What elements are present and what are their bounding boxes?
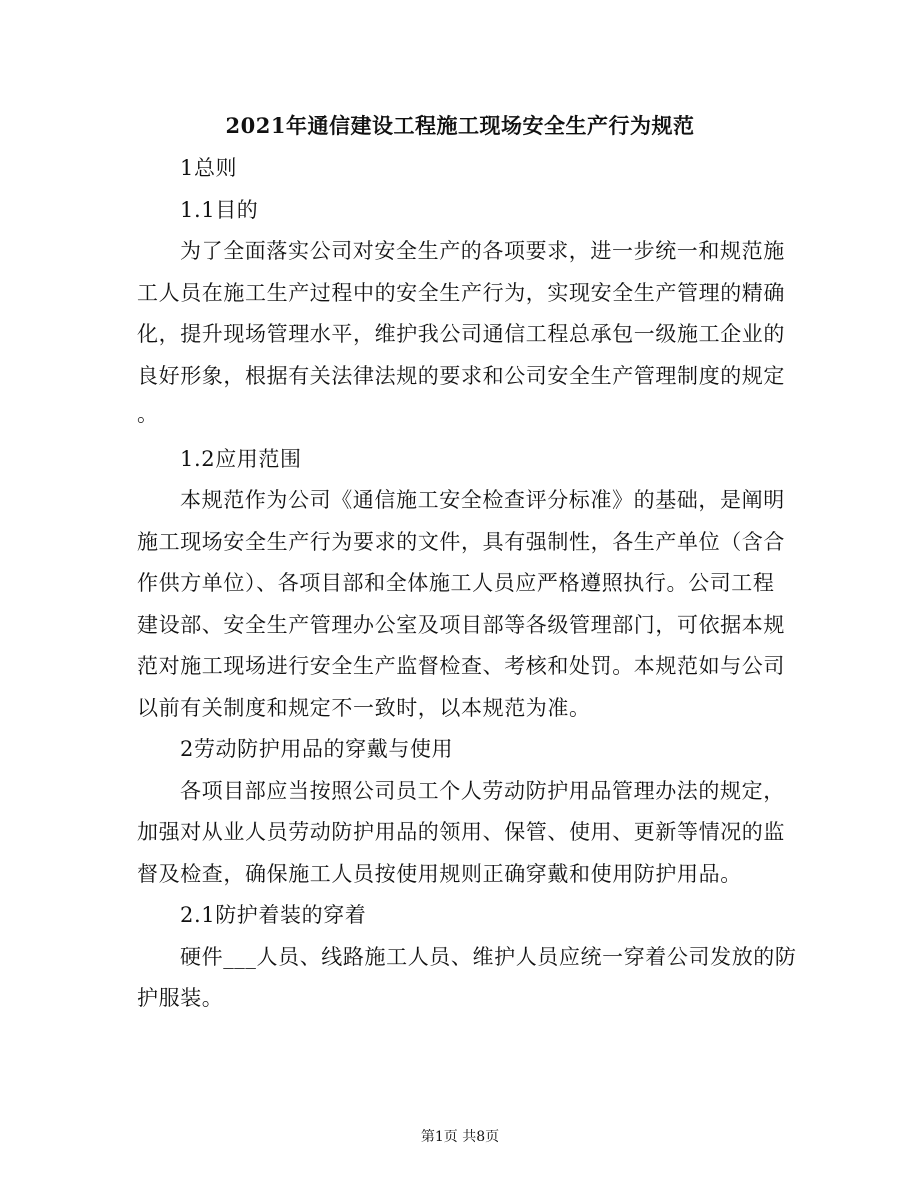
paragraph-line: 为了全面落实公司对安全生产的各项要求，进一步统一和规范施 [180,239,785,263]
paragraph-line: 护服装。 [137,986,224,1010]
paragraph-line: 工人员在施工生产过程中的安全生产行为，实现安全生产管理的精确 [137,281,785,305]
heading-1-general: 1总则 [180,156,238,180]
paragraph-line: 各项目部应当按照公司员工个人劳动防护用品管理办法的规定， [180,779,785,803]
paragraph-line: 以前有关制度和规定不一致时，以本规范为准。 [137,696,591,720]
heading-1-2-scope: 1.2应用范围 [180,447,302,471]
heading-1-1-purpose: 1.1目的 [180,198,259,222]
paragraph-line: 加强对从业人员劳动防护用品的领用、保管、使用、更新等情况的监 [137,820,785,844]
paragraph-line: 施工现场安全生产行为要求的文件，具有强制性，各生产单位（含合 [137,530,785,554]
document-title: 2021年通信建设工程施工现场安全生产行为规范 [225,113,695,138]
paragraph-line: 良好形象，根据有关法律法规的要求和公司安全生产管理制度的规定 [137,364,785,388]
paragraph-line: 本规范作为公司《通信施工安全检查评分标准》的基础，是阐明 [180,488,785,512]
page-footer: 第1页 共8页 [420,1129,500,1145]
heading-2-protective-equipment: 2劳动防护用品的穿戴与使用 [180,737,454,761]
heading-2-1-protective-clothing: 2.1防护着装的穿着 [180,903,367,927]
paragraph-line: 。 [137,402,159,426]
paragraph-line: 化，提升现场管理水平，维护我公司通信工程总承包一级施工企业的 [137,322,785,346]
paragraph-line: 范对施工现场进行安全生产监督检查、考核和处罚。本规范如与公司 [137,654,785,678]
paragraph-line: 硬件___人员、线路施工人员、维护人员应统一穿着公司发放的防 [180,945,797,969]
paragraph-line: 建设部、安全生产管理办公室及项目部等各级管理部门，可依据本规 [137,613,785,637]
paragraph-line: 作供方单位）、各项目部和全体施工人员应严格遵照执行。公司工程 [137,571,775,595]
paragraph-line: 督及检查，确保施工人员按使用规则正确穿戴和使用防护用品。 [137,862,742,886]
